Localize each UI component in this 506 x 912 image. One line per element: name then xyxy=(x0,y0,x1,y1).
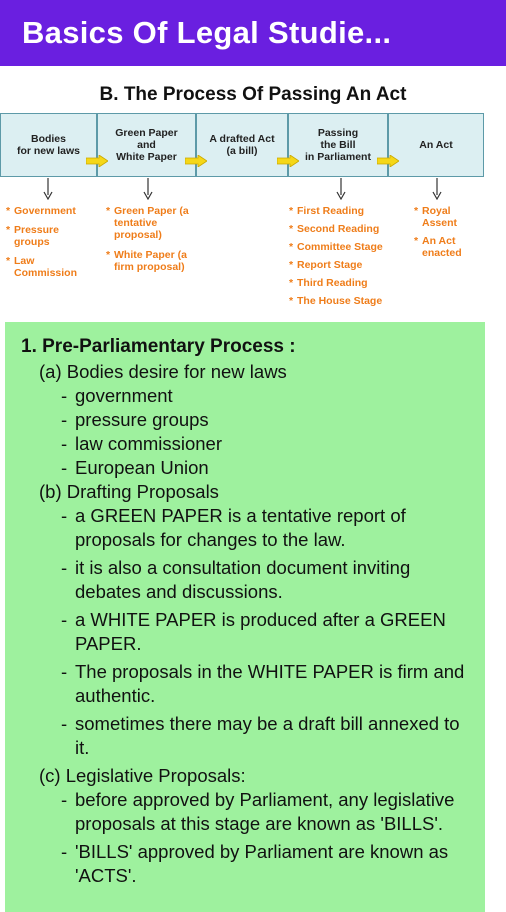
right-arrow-icon xyxy=(277,155,299,167)
note-item: * White Paper (a firm proposal) xyxy=(106,249,196,273)
note-item: * Third Reading xyxy=(289,277,407,289)
note-item: * Royal Assent xyxy=(414,205,484,229)
subsection-title: (b) Drafting Proposals xyxy=(39,481,219,502)
notes-parliament xyxy=(289,205,407,307)
stage-bodies: Bodies for new laws xyxy=(0,113,97,177)
list-item: - government xyxy=(61,384,470,408)
down-arrow-icon xyxy=(43,178,53,200)
notes-papers xyxy=(106,205,196,273)
list-item: - law commissioner xyxy=(61,432,470,456)
note-item: * Committee Stage xyxy=(289,241,407,253)
note-item: * Government xyxy=(6,205,92,217)
right-arrow-icon xyxy=(377,155,399,167)
notes-act xyxy=(414,205,484,259)
stage-drafted-act: A drafted Act (a bill) xyxy=(196,113,288,177)
section-heading: 1. Pre-Parliamentary Process : xyxy=(21,336,296,357)
note-item: * Green Paper (a tentative proposal) xyxy=(106,205,196,241)
list-item: - before approved by Parliament, any legislative proposals at this stage are known as 'BILLS'. xyxy=(61,788,470,836)
stage-papers: Green Paper and White Paper xyxy=(97,113,196,177)
diagram-title: B. The Process Of Passing An Act xyxy=(99,84,407,105)
right-arrow-icon xyxy=(86,155,108,167)
app-title: Basics Of Legal Studie... xyxy=(22,15,392,50)
down-arrow-icon xyxy=(143,178,153,200)
note-item: * An Act enacted xyxy=(414,235,484,259)
subsection-title: (a) Bodies desire for new laws xyxy=(39,361,287,382)
process-flow xyxy=(0,113,484,177)
stage-parliament: Passing the Bill in Parliament xyxy=(288,113,388,177)
note-item: * Pressure groups xyxy=(6,224,92,248)
content-list xyxy=(5,360,485,888)
subsection-title: (c) Legislative Proposals: xyxy=(39,765,246,786)
list-item: - a WHITE PAPER is produced after a GREEN PAPER. xyxy=(61,608,470,656)
right-arrow-icon xyxy=(185,155,207,167)
down-arrow-icon xyxy=(432,178,442,200)
down-arrow-icon xyxy=(336,178,346,200)
note-item: * Law Commission xyxy=(6,255,92,279)
app-bar xyxy=(0,0,506,66)
note-item: * Second Reading xyxy=(289,223,407,235)
note-item: * First Reading xyxy=(289,205,407,217)
note-item: * Report Stage xyxy=(289,259,407,271)
list-item: - sometimes there may be a draft bill annexed to it. xyxy=(61,712,470,760)
note-item: * The House Stage xyxy=(289,295,407,307)
stage-act: An Act xyxy=(388,113,484,177)
list-item: - pressure groups xyxy=(61,408,470,432)
list-item: - 'BILLS' approved by Parliament are known as 'ACTS'. xyxy=(61,840,470,888)
notes-bodies xyxy=(6,205,92,279)
list-item: - The proposals in the WHITE PAPER is firm and authentic. xyxy=(61,660,470,708)
list-item: - a GREEN PAPER is a tentative report of proposals for changes to the law. xyxy=(61,504,470,552)
content-panel xyxy=(5,322,485,912)
list-item: - European Union xyxy=(61,456,470,480)
list-item: - it is also a consultation document inviting debates and discussions. xyxy=(61,556,470,604)
